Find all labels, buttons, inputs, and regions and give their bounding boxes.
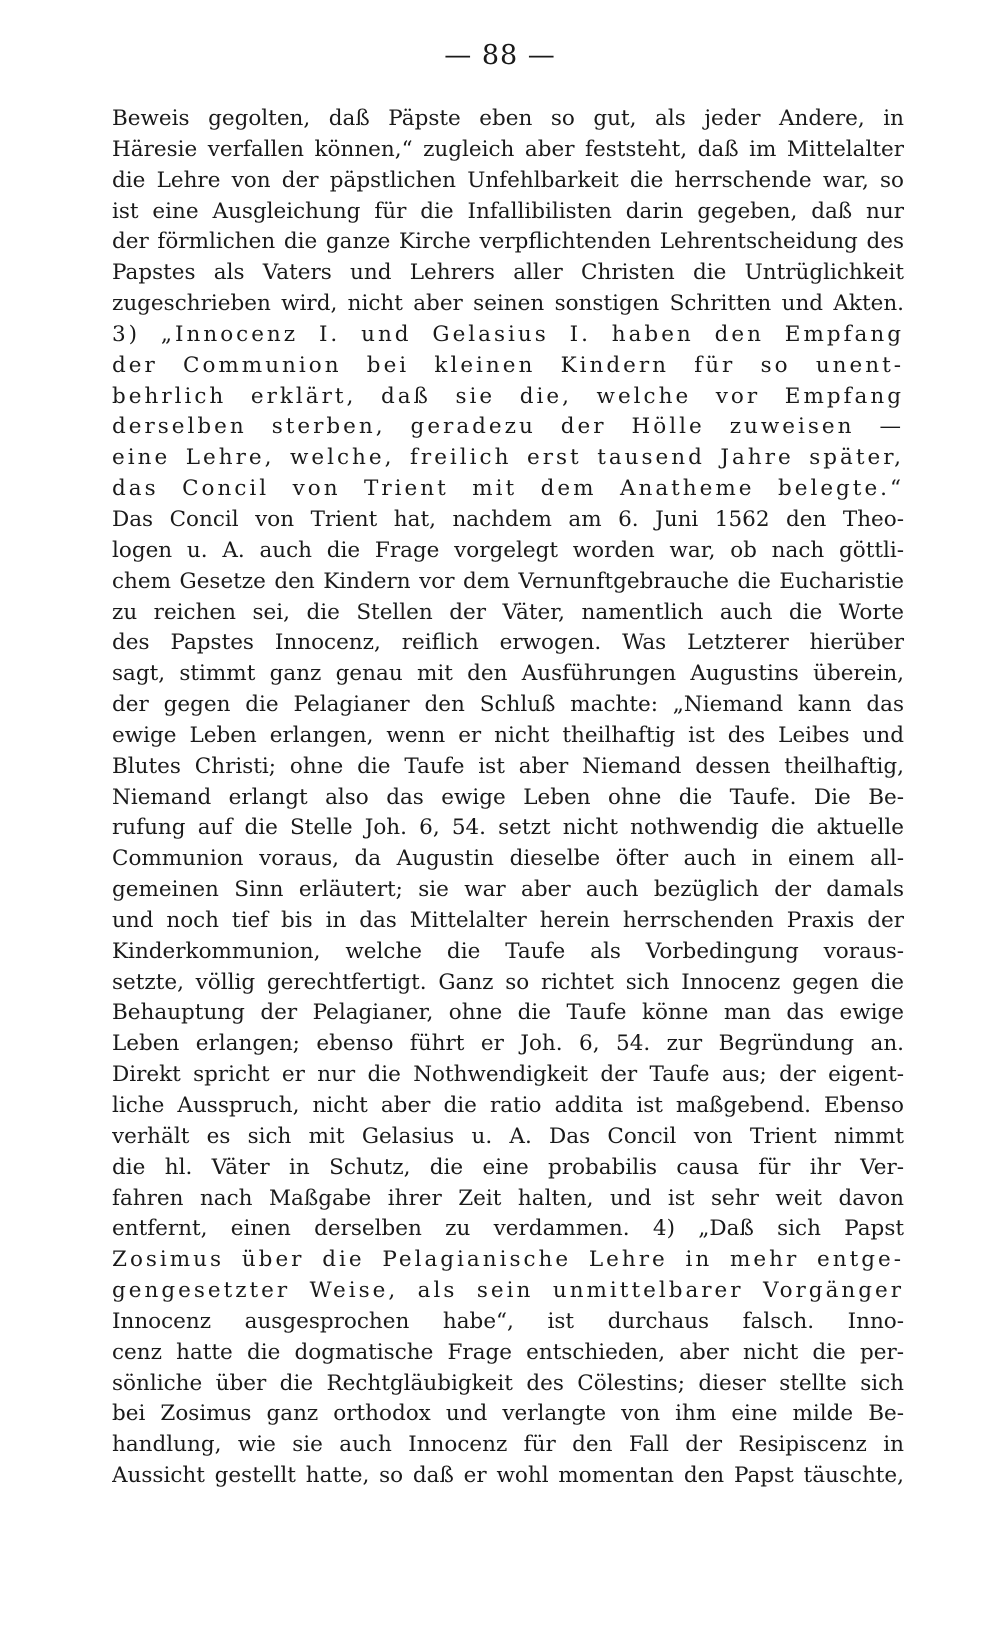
text-line: zu reichen sei, die Stellen der Väter, namentlich auch die Worte	[112, 599, 904, 625]
text-line: handlung, wie sie auch Innocenz für den Fall der Resipiscenz in	[112, 1432, 904, 1458]
text-line: rufung auf die Stelle Joh. 6, 54. setzt nicht nothwendig die aktuelle	[112, 815, 904, 841]
text-line: ist eine Ausgleichung für die Infallibilisten darin gegeben, daß nur	[112, 198, 904, 224]
text-line: bei Zosimus ganz orthodox und verlangte von ihm eine milde Be-	[112, 1401, 904, 1427]
text-line: und noch tief bis in das Mittelalter herein herrschenden Praxis der	[112, 907, 904, 933]
text-line: Häresie verfallen können,“ zugleich aber feststeht, daß im Mittelalter	[112, 136, 904, 162]
text-line: setzte, völlig gerechtfertigt. Ganz so richtet sich Innocenz gegen die	[112, 969, 904, 995]
text-line: der Communion bei kleinen Kindern für so unent-	[112, 352, 904, 378]
text-line: Beweis gegolten, daß Päpste eben so gut, als jeder Andere, in	[112, 106, 904, 131]
text-line: sönliche über die Rechtgläubigkeit des Cölestins; dieser stellte sich	[112, 1370, 904, 1396]
text-line: zugeschrieben wird, nicht aber seinen sonstigen Schritten und Akten.	[112, 291, 904, 317]
text-line: Kinderkommunion, welche die Taufe als Vorbedingung voraus-	[112, 938, 904, 964]
page-number-header: — 88 —	[444, 40, 556, 71]
text-line: ewige Leben erlangen, wenn er nicht theilhaftig ist des Leibes und	[112, 722, 904, 748]
text-line: des Papstes Innocenz, reiflich erwogen. Was Letzterer hierüber	[112, 630, 904, 656]
text-line: Niemand erlangt also das ewige Leben ohne die Taufe. Die Be-	[112, 784, 904, 810]
text-line: Leben erlangen; ebenso führt er Joh. 6, 54. zur Begründung an.	[112, 1031, 904, 1057]
text-line: Innocenz ausgesprochen habe“, ist durchaus falsch. Inno-	[112, 1308, 904, 1334]
text-line: logen u. A. auch die Frage vorgelegt worden war, ob nach göttli-	[112, 537, 904, 563]
text-line: Blutes Christi; ohne die Taufe ist aber Niemand dessen theilhaftig,	[112, 753, 904, 779]
text-line: chem Gesetze den Kindern vor dem Vernunftgebrauche die Eucharistie	[112, 568, 904, 594]
text-line: entfernt, einen derselben zu verdammen. 4) „Daß sich Papst	[112, 1216, 904, 1242]
text-line: Aussicht gestellt hatte, so daß er wohl momentan den Papst täuschte,	[112, 1463, 904, 1489]
text-line: cenz hatte die dogmatische Frage entschieden, aber nicht die per-	[112, 1339, 904, 1365]
text-line: die hl. Väter in Schutz, die eine probabilis causa für ihr Ver-	[112, 1154, 904, 1180]
text-line: gemeinen Sinn erläutert; sie war aber auch bezüglich der damals	[112, 877, 904, 903]
text-line: Communion voraus, da Augustin dieselbe öfter auch in einem all-	[112, 846, 904, 872]
text-line: gengesetzter Weise, als sein unmittelbarer Vorgänger	[112, 1278, 904, 1304]
text-line: Das Concil von Trient hat, nachdem am 6. Juni 1562 den Theo-	[112, 506, 904, 532]
text-line: eine Lehre, welche, freilich erst tausend Jahre später,	[112, 445, 904, 471]
text-line: Zosimus über die Pelagianische Lehre in mehr entge-	[112, 1247, 904, 1273]
text-line: Direkt spricht er nur die Nothwendigkeit der Taufe aus; der eigent-	[112, 1062, 904, 1088]
text-line: derselben sterben, geradezu der Hölle zuweisen —	[112, 414, 904, 440]
text-line: der gegen die Pelagianer den Schluß machte: „Niemand kann das	[112, 692, 904, 718]
text-line: liche Ausspruch, nicht aber die ratio addita ist maßgebend. Ebenso	[112, 1093, 904, 1118]
text-line: die Lehre von der päpstlichen Unfehlbarkeit die herrschende war, so	[112, 167, 904, 193]
text-line: Behauptung der Pelagianer, ohne die Taufe könne man das ewige	[112, 1000, 904, 1026]
text-line: das Concil von Trient mit dem Anatheme belegte.“	[112, 476, 904, 502]
text-line: verhält es sich mit Gelasius u. A. Das Concil von Trient nimmt	[112, 1123, 904, 1149]
text-line: 3) „Innocenz I. und Gelasius I. haben den Empfang	[112, 321, 904, 347]
text-line: der förmlichen die ganze Kirche verpflichtenden Lehrentscheidung des	[112, 229, 904, 255]
text-line: sagt, stimmt ganz genau mit den Ausführungen Augustins überein,	[112, 661, 904, 687]
body-text	[112, 104, 904, 1492]
text-line: behrlich erklärt, daß sie die, welche vor Empfang	[112, 383, 904, 409]
text-line: Papstes als Vaters und Lehrers aller Christen die Untrüglichkeit	[112, 260, 904, 286]
text-line: fahren nach Maßgabe ihrer Zeit halten, und ist sehr weit davon	[112, 1185, 904, 1211]
